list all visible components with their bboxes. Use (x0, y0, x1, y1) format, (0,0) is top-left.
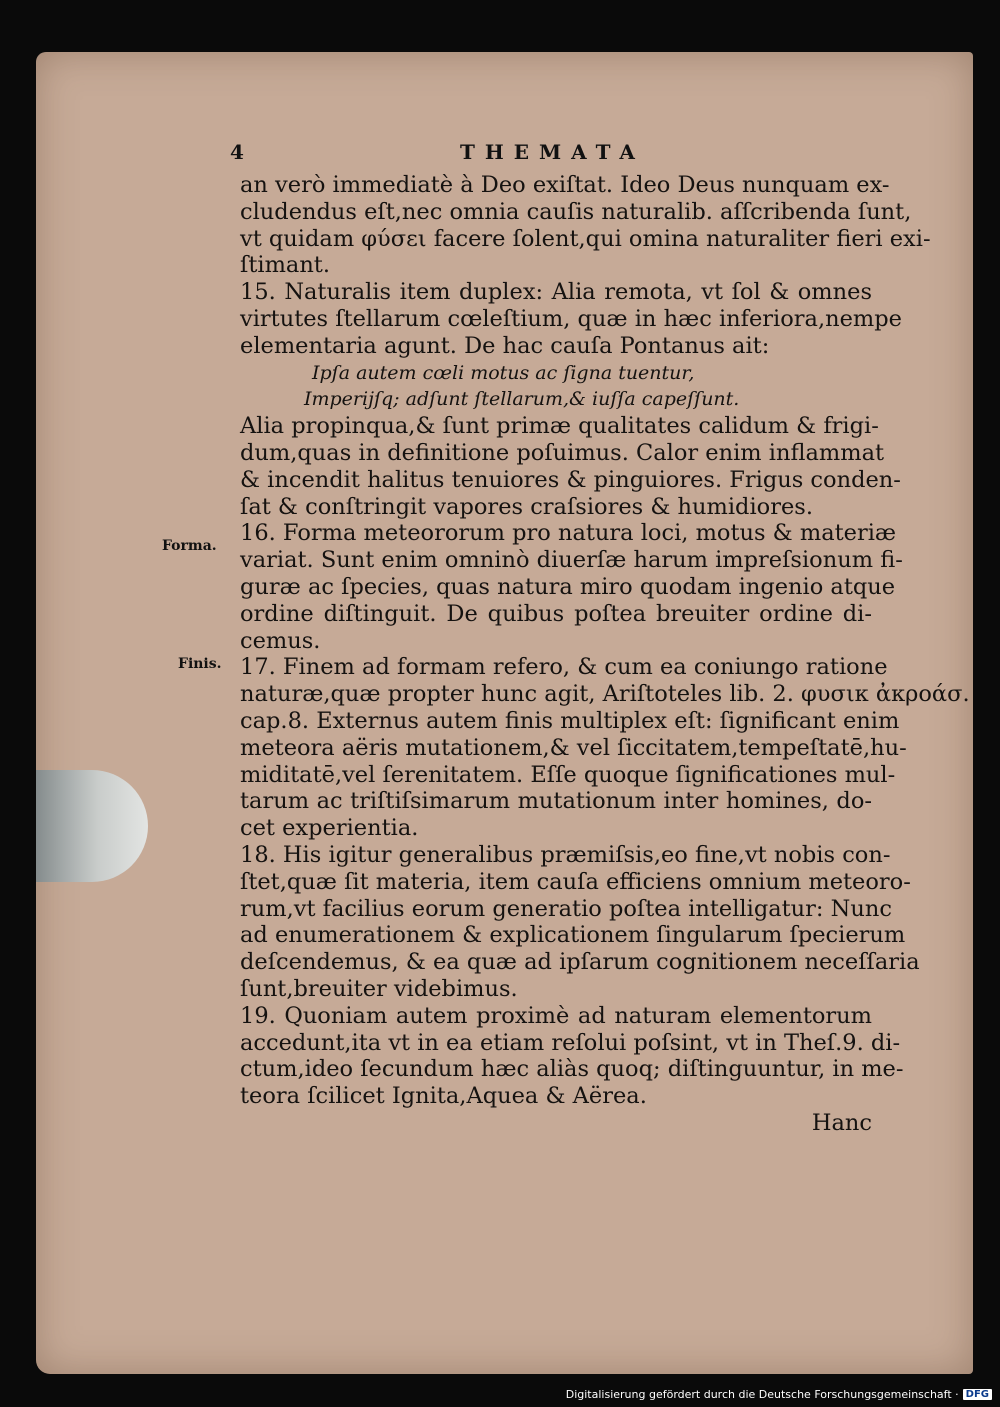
text-line: 15. Naturalis item duplex: Alia remota, vt ſol & omnes (240, 279, 872, 306)
body-text (240, 172, 970, 1137)
catchword: Hanc (811, 1109, 872, 1136)
text-line: cemus. (240, 627, 321, 654)
verse-quote-line: Ipſa autem cœli motus ac ſigna tuentur, (312, 361, 695, 384)
text-line: miditatē,vel ſerenitatem. Eſſe quoque ſignificationes mul- (240, 761, 896, 788)
credit-text: Digitalisierung gefördert durch die Deutsche Forschungsgemeinschaft · (565, 1388, 959, 1401)
text-line: virtutes ſtellarum cœleſtium, quæ in hæc inferiora,nempe (240, 305, 902, 332)
text-line: Alia propinqua,& ſunt primæ qualitates calidum & frigi- (240, 413, 879, 440)
text-line: dum,quas in definitione poſuimus. Calor enim inflammat (240, 439, 885, 466)
text-line: cludendus eſt,nec omnia cauſis naturalib. aſſcribenda ſunt, (240, 198, 912, 225)
text-line: 16. Forma meteororum pro natura loci, motus & materiæ (240, 520, 897, 547)
margin-note-forma: Forma. (162, 538, 217, 554)
text-line: & incendit halitus tenuiores & pinguiores. Frigus conden- (240, 466, 901, 493)
text-line: variat. Sunt enim omninò diuerſæ harum impreſsionum fi- (240, 547, 903, 574)
text-line: ctum,ideo ſecundum hæc aliàs quoq; diſtinguuntur, in me- (240, 1056, 904, 1083)
page-clip (36, 770, 148, 882)
text-line: teora ſcilicet Ignita,Aquea & Aërea. (240, 1083, 647, 1110)
text-line: guræ ac ſpecies, quas natura miro quodam ingenio atque (240, 573, 896, 600)
page-header (230, 140, 880, 174)
text-line: ſat & conſtringit vapores craſsiores & humidiores. (240, 493, 813, 520)
text-line: an verò immediatè à Deo exiſtat. Ideo Deus nunquam ex- (240, 172, 890, 198)
text-line: ſunt,breuiter videbimus. (240, 975, 518, 1002)
text-line: rum,vt facilius eorum generatio poſtea intelligatur: Nunc (240, 895, 892, 922)
page-number: 4 (230, 140, 244, 164)
text-line: cet experientia. (240, 815, 419, 842)
text-line: meteora aëris mutationem,& vel ſiccitatem,tempeſtatē,hu- (240, 734, 907, 761)
text-line: deſcendemus, & ea quæ ad ipſarum cognitionem neceſſaria (240, 949, 920, 976)
text-line: cap.8. Externus autem finis multiplex eſt: ſignificant enim (240, 707, 900, 734)
text-line: vt quidam φύσει facere ſolent,qui omina naturaliter fieri exi- (240, 225, 931, 252)
text-line: accedunt,ita vt in ea etiam reſolui poſsint, vt in Theſ.9. di- (240, 1029, 901, 1056)
text-line: elementaria agunt. De hac cauſa Pontanus ait: (240, 332, 770, 359)
margin-note-finis: Finis. (178, 656, 222, 672)
text-line: ordine diſtinguit. De quibus poſtea breuiter ordine di- (240, 600, 872, 627)
verse-quote-line: Imperijſq; adſunt ſtellarum,& iuſſa capeſſunt. (304, 388, 740, 411)
text-line: tarum ac triſtiſsimarum mutationum inter homines, do- (240, 788, 872, 815)
text-line: 17. Finem ad formam refero, & cum ea coniungo ratione (240, 654, 888, 681)
text-line: ad enumerationem & explicationem ſingularum ſpecierum (240, 922, 906, 949)
text-line: 19. Quoniam autem proximè ad naturam elementorum (240, 1002, 872, 1029)
text-line: ſtet,quæ ſit materia, item cauſa efficiens omnium meteoro- (240, 868, 911, 895)
text-line: naturæ,quæ propter hunc agit, Ariſtoteles lib. 2. φυσικ ἀκροάσ. (240, 681, 970, 708)
dfg-logo-icon: DFG (963, 1389, 992, 1400)
text-line: 18. His igitur generalibus præmiſsis,eo fine,vt nobis con- (240, 841, 891, 868)
digitization-credit (566, 1388, 992, 1401)
running-title: THEMATA (460, 140, 645, 164)
text-line: ſtimant. (240, 252, 330, 279)
